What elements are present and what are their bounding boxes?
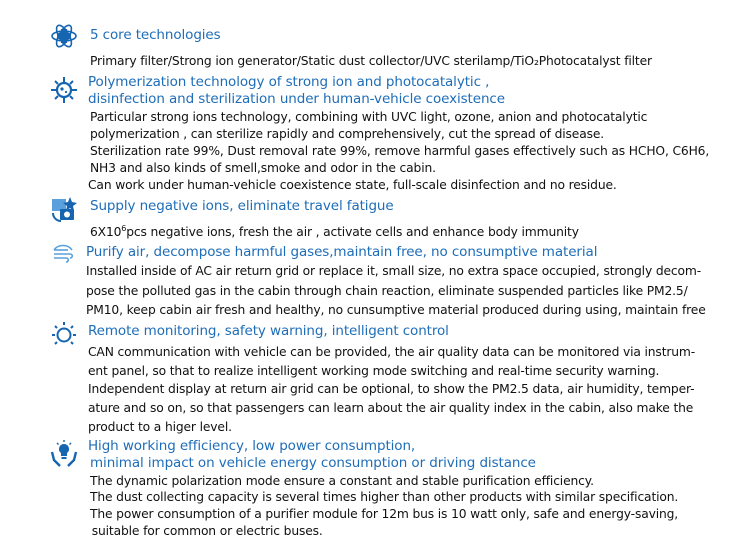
section-title: Polymerization technology of strong ion and photocatalytic , xyxy=(88,74,490,90)
lightbulb-hands-icon xyxy=(50,440,78,468)
virus-icon xyxy=(50,76,78,104)
ion-count-exponent: 6 xyxy=(121,224,127,233)
section-text: polymerization , can sterilize rapidly and comprehensively, cut the spread of disease. xyxy=(90,127,605,141)
section-text: PM10, keep cabin air fresh and healthy, no cunsumptive material produced during using, maintain free xyxy=(86,303,706,317)
section-text: Independent display at return air grid can be optional, to show the PM2.5 data, air humidity, temper- xyxy=(88,382,695,396)
section-text: product to a higer level. xyxy=(88,420,232,434)
sun-monitoring-icon xyxy=(50,320,78,348)
section-text: ature and so on, so that passengers can learn about the air quality index in the cabin, also make the xyxy=(88,401,694,415)
air-purify-icon xyxy=(50,240,78,268)
section-title: 5 core technologies xyxy=(90,27,221,43)
section-text: suitable for common or electric buses. xyxy=(88,524,323,538)
section-text: pose the polluted gas in the cabin through chain reaction, eliminate suspended particles like PM2.5/ xyxy=(86,284,688,298)
atom-medical-cross-icon xyxy=(50,22,78,50)
ion-count-text: pcs negative ions, fresh the air , activate cells and enhance body immunity xyxy=(126,225,579,240)
section-title: Purify air, decompose harmful gases,maintain free, no consumptive material xyxy=(86,244,598,260)
section-title: Remote monitoring, safety warning, intelligent control xyxy=(88,323,449,339)
section-text: NH3 and also kinds of smell,smoke and odor in the cabin. xyxy=(90,161,436,175)
section-title: Supply negative ions, eliminate travel fatigue xyxy=(90,198,394,214)
section-text: The dust collecting capacity is several times higher than other products with similar specification. xyxy=(90,490,679,504)
section-text: ent panel, so that to realize intelligent working mode switching and real-time security warning. xyxy=(88,364,660,378)
section-title-line2: disinfection and sterilization under human-vehicle coexistence xyxy=(88,91,505,107)
section-title-line2: minimal impact on vehicle energy consumption or driving distance xyxy=(90,455,536,471)
ion-count-base: 6X10 xyxy=(90,225,122,240)
section-text: Sterilization rate 99%, Dust removal rate 99%, remove harmful gases effectively such as HCHO, C6H6, xyxy=(90,144,710,158)
negative-ions-camera-icon xyxy=(50,195,78,223)
section-text: The power consumption of a purifier module for 12m bus is 10 watt only, safe and energy-saving, xyxy=(90,507,679,521)
section-text: The dynamic polarization mode ensure a constant and stable purification efficiency. xyxy=(90,474,594,488)
section-text: Primary filter/Strong ion generator/Static dust collector/UVC sterilamp/TiO₂Photocatalyst filter xyxy=(90,54,652,68)
section-text: CAN communication with vehicle can be provided, the air quality data can be monitored via instrum- xyxy=(88,345,696,359)
section-text: Particular strong ions technology, combining with UVC light, ozone, anion and photocatalytic xyxy=(90,110,648,124)
section-text xyxy=(90,220,579,241)
section-text: Can work under human-vehicle coexistence state, full-scale disinfection and no residue. xyxy=(88,178,617,192)
section-title: High working efficiency, low power consumption, xyxy=(88,438,416,454)
section-text: Installed inside of AC air return grid or replace it, small size, no extra space occupied, strongly decom- xyxy=(86,264,702,278)
